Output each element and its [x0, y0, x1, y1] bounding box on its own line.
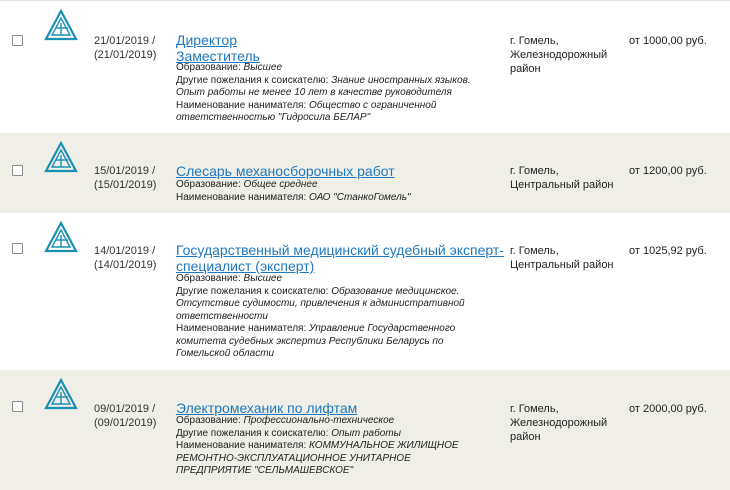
vacancy-title-link[interactable] — [176, 32, 260, 64]
vacancy-row — [0, 133, 730, 213]
location-line: Центральный район — [510, 259, 614, 271]
publish-date — [94, 34, 156, 62]
vacancy-location — [510, 164, 622, 192]
education-value: Общее среднее — [243, 179, 318, 190]
wishes-value: Опыт работы не менее 10 лет в качестве руководителя — [176, 87, 452, 98]
education-label: Образование: — [176, 273, 241, 284]
publish-date — [94, 164, 156, 192]
vacancy-salary: от 2000,00 руб. — [629, 403, 707, 415]
location-line: г. Гомель, — [510, 403, 559, 415]
location-line: г. Гомель, — [510, 245, 559, 257]
wishes-line — [176, 286, 496, 299]
wishes-line — [176, 428, 496, 441]
employment-service-logo-icon — [44, 378, 78, 412]
date-original-text: (15/01/2019) — [94, 179, 157, 191]
wishes-value: ответственности — [176, 310, 268, 322]
date-text: 21/01/2019 / — [94, 35, 156, 47]
wishes-value: Образование медицинское. — [331, 285, 460, 297]
title-line[interactable]: специалист (эксперт) — [176, 258, 315, 274]
employer-label: Наименование нанимателя: — [176, 323, 307, 334]
employer-value: КОММУНАЛЬНОЕ ЖИЛИЩНОЕ — [309, 440, 459, 451]
employer-label: Наименование нанимателя: — [176, 191, 307, 203]
education-label: Образование: — [176, 179, 241, 190]
title-line[interactable]: Заместитель — [176, 48, 260, 64]
education-line — [176, 273, 496, 286]
location-line: район — [510, 63, 541, 75]
date-original-text: (09/01/2019) — [94, 417, 157, 429]
vacancy-title-link[interactable] — [176, 163, 395, 179]
location-line: Железнодорожный — [510, 417, 608, 429]
vacancy-salary: от 1025,92 руб. — [629, 245, 707, 257]
employer-line — [176, 323, 496, 336]
employer-value: РЕМОНТНО-ЭКСПЛУАТАЦИОННОЕ УНИТАРНОЕ — [176, 452, 411, 464]
title-line[interactable]: Слесарь механосборочных работ — [176, 163, 395, 179]
employment-service-logo-icon — [44, 9, 78, 43]
vacancy-location — [510, 402, 622, 444]
employer-value: Управление Государственного — [309, 323, 456, 334]
employer-line — [176, 192, 496, 205]
publish-date — [94, 402, 156, 430]
date-original-text: (14/01/2019) — [94, 259, 157, 271]
vacancy-details — [176, 415, 496, 478]
education-value: Высшее — [243, 273, 282, 284]
wishes-value: Отсутствие судимости, привлечения к административной — [176, 298, 465, 309]
employer-label: Наименование нанимателя: — [176, 440, 307, 451]
wishes-label: Другие пожелания к соискателю: — [176, 74, 329, 86]
education-line — [176, 179, 496, 192]
vacancy-row — [0, 370, 730, 490]
employer-value: Общество с ограниченной — [309, 99, 437, 111]
select-checkbox[interactable] — [12, 243, 23, 254]
employer-value: комитета судебных экспертиз Республики Беларусь по — [176, 335, 444, 347]
select-checkbox[interactable] — [12, 165, 23, 176]
vacancy-details — [176, 273, 496, 361]
title-line[interactable]: Электромеханик по лифтам — [176, 400, 358, 416]
vacancy-row — [0, 1, 730, 133]
education-label: Образование: — [176, 415, 241, 426]
location-line: район — [510, 431, 541, 443]
vacancy-details — [176, 179, 496, 204]
wishes-label: Другие пожелания к соискателю: — [176, 285, 329, 297]
select-checkbox[interactable] — [12, 35, 23, 46]
employer-line — [176, 100, 496, 113]
vacancy-location — [510, 244, 622, 272]
date-text: 14/01/2019 / — [94, 245, 156, 257]
location-line: Центральный район — [510, 179, 614, 191]
location-line: Железнодорожный — [510, 49, 608, 61]
title-line[interactable]: Директор — [176, 32, 237, 48]
vacancy-title-link[interactable] — [176, 242, 504, 274]
education-value: Профессионально-техническое — [243, 415, 395, 426]
date-text: 15/01/2019 / — [94, 165, 156, 177]
vacancy-title-link[interactable] — [176, 400, 357, 416]
date-original-text: (21/01/2019) — [94, 49, 157, 61]
date-text: 09/01/2019 / — [94, 403, 156, 415]
publish-date — [94, 244, 156, 272]
vacancy-row — [0, 213, 730, 370]
employment-service-logo-icon — [44, 221, 78, 255]
employer-value: Гомельской области — [176, 348, 275, 359]
wishes-label: Другие пожелания к соискателю: — [176, 427, 329, 439]
vacancy-salary: от 1200,00 руб. — [629, 165, 707, 177]
wishes-line — [176, 75, 496, 88]
employer-value: ПРЕДПРИЯТИЕ "СЕЛЬМАШЕВСКОЕ" — [176, 465, 354, 476]
employer-label: Наименование нанимателя: — [176, 99, 307, 111]
vacancy-details — [176, 62, 496, 125]
education-line — [176, 415, 496, 428]
employer-line — [176, 440, 496, 453]
employer-value: ответственностью "Гидросила БЕЛАР" — [176, 112, 371, 123]
wishes-value: Знание иностранных языков. — [331, 74, 471, 86]
title-line[interactable]: Государственный медицинский судебный эксперт- — [176, 242, 504, 258]
employment-service-logo-icon — [44, 141, 78, 175]
education-value: Высшее — [243, 62, 282, 73]
employer-value: ОАО "СтанкоГомель" — [309, 191, 411, 203]
location-line: г. Гомель, — [510, 165, 559, 177]
vacancy-location — [510, 34, 622, 76]
education-label: Образование: — [176, 62, 241, 73]
vacancy-salary: от 1000,00 руб. — [629, 35, 707, 47]
select-checkbox[interactable] — [12, 401, 23, 412]
location-line: г. Гомель, — [510, 35, 559, 47]
wishes-value: Опыт работы — [331, 427, 401, 439]
education-line — [176, 62, 496, 75]
